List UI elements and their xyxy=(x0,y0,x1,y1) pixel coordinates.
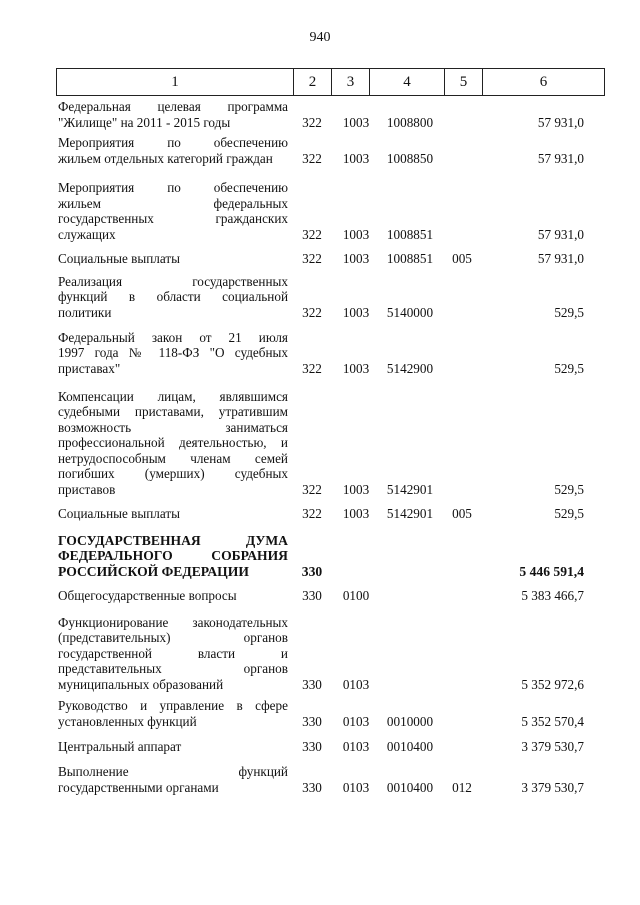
description-line: служащих xyxy=(58,226,116,242)
cell-c6: 3 379 530,7 xyxy=(521,779,584,795)
description-line: Центральный аппарат xyxy=(58,738,182,754)
column-header-2: 2 xyxy=(294,69,332,96)
cell-c3: 1003 xyxy=(342,226,370,242)
cell-c2: 330 xyxy=(302,779,322,795)
cell-c6: 529,5 xyxy=(554,481,584,497)
description-line: приставов xyxy=(58,481,116,497)
cell-c4: 5142900 xyxy=(386,360,434,376)
description-line: Руководство и управление в сфере xyxy=(58,698,288,713)
cell-c5: 012 xyxy=(452,779,472,795)
cell-c6: 5 352 972,6 xyxy=(521,676,584,692)
cell-c3: 1003 xyxy=(342,481,370,497)
cell-c6: 5 446 591,4 xyxy=(519,563,584,579)
column-header-4: 4 xyxy=(370,69,445,96)
description-line: Реализация государственных xyxy=(58,273,288,289)
description-line: погибших (умерших) судебных xyxy=(58,466,288,481)
cell-c6: 57 931,0 xyxy=(537,250,584,266)
cell-c3: 1003 xyxy=(342,114,370,130)
cell-c3: 0100 xyxy=(342,587,370,603)
description-line: Компенсации лицам, являвшимся xyxy=(58,388,288,404)
cell-c2: 330 xyxy=(302,738,322,754)
cell-c4: 1008851 xyxy=(386,226,434,242)
description-line: Мероприятия по обеспечению xyxy=(58,135,288,150)
cell-c3: 0103 xyxy=(342,779,370,795)
description-line: "Жилище" на 2011 - 2015 годы xyxy=(58,114,231,130)
description-line: 1997 года № 118-ФЗ "О судебных xyxy=(58,345,288,360)
description-line: жильем федеральных xyxy=(58,195,288,211)
description-line: муниципальных образований xyxy=(58,676,224,692)
description-line: РОССИЙСКОЙ ФЕДЕРАЦИИ xyxy=(58,563,249,579)
description-line: установленных функций xyxy=(58,713,197,729)
description-line: (представительных) органов xyxy=(58,630,288,645)
description-line: жильем отдельных категорий граждан xyxy=(58,150,273,166)
cell-c4: 0010400 xyxy=(386,738,434,754)
description-line: Функционирование законодательных xyxy=(58,614,288,630)
description-line: Федеральная целевая программа xyxy=(58,99,288,114)
page-number: 940 xyxy=(309,30,331,45)
cell-c4: 5142901 xyxy=(386,481,434,497)
cell-c2: 322 xyxy=(302,250,322,266)
description-line: нетрудоспособным членам семей xyxy=(58,450,288,466)
description-line: Общегосударственные вопросы xyxy=(58,587,237,603)
cell-c2: 330 xyxy=(301,563,323,579)
column-header-6: 6 xyxy=(483,69,605,96)
cell-c4: 0010000 xyxy=(386,713,434,729)
description-line: государственных гражданских xyxy=(58,211,288,226)
column-header-3: 3 xyxy=(332,69,370,96)
cell-c5: 005 xyxy=(452,250,472,266)
cell-c4: 1008800 xyxy=(386,114,434,130)
description-line: Мероприятия по обеспечению xyxy=(58,180,288,195)
description-line: функций в области социальной xyxy=(58,289,288,304)
cell-c3: 1003 xyxy=(342,505,370,521)
row-description xyxy=(58,764,288,795)
description-line: Выполнение функций xyxy=(58,764,288,779)
cell-c2: 330 xyxy=(302,676,322,692)
cell-c6: 5 383 466,7 xyxy=(521,587,584,603)
cell-c3: 1003 xyxy=(342,304,370,320)
cell-c2: 330 xyxy=(302,713,322,729)
cell-c3: 0103 xyxy=(342,676,370,692)
cell-c6: 529,5 xyxy=(554,360,584,376)
cell-c4: 5140000 xyxy=(386,304,434,320)
column-header-5: 5 xyxy=(445,69,483,96)
cell-c6: 529,5 xyxy=(554,304,584,320)
cell-c6: 3 379 530,7 xyxy=(521,738,584,754)
cell-c2: 322 xyxy=(302,360,322,376)
cell-c6: 57 931,0 xyxy=(537,150,584,166)
cell-c2: 322 xyxy=(302,114,322,130)
cell-c3: 0103 xyxy=(342,713,370,729)
description-line: государственной власти и xyxy=(58,645,288,661)
description-line: Социальные выплаты xyxy=(58,250,180,266)
description-line: приставах" xyxy=(58,360,121,376)
cell-c4: 1008850 xyxy=(386,150,434,166)
cell-c4: 5142901 xyxy=(386,505,434,521)
description-line: Федеральный закон от 21 июля xyxy=(58,329,288,345)
description-line: профессиональной деятельностью, и xyxy=(58,435,288,450)
description-line: судебными приставами, утратившим xyxy=(58,404,288,419)
cell-c2: 322 xyxy=(302,481,322,497)
description-line: государственными органами xyxy=(58,779,219,795)
cell-c3: 1003 xyxy=(342,360,370,376)
cell-c2: 330 xyxy=(302,587,322,603)
cell-c2: 322 xyxy=(302,505,322,521)
cell-c3: 1003 xyxy=(342,150,370,166)
description-line: ФЕДЕРАЛЬНОГО СОБРАНИЯ xyxy=(58,548,288,563)
cell-c3: 0103 xyxy=(342,738,370,754)
cell-c2: 322 xyxy=(302,150,322,166)
description-line: Социальные выплаты xyxy=(58,505,180,521)
cell-c6: 5 352 570,4 xyxy=(521,713,584,729)
description-line: политики xyxy=(58,304,112,320)
cell-c6: 57 931,0 xyxy=(537,114,584,130)
cell-c2: 322 xyxy=(302,226,322,242)
description-line: представительных органов xyxy=(58,661,288,676)
cell-c2: 322 xyxy=(302,304,322,320)
description-line: ГОСУДАРСТВЕННАЯ ДУМА xyxy=(58,532,288,548)
cell-c6: 529,5 xyxy=(554,505,584,521)
cell-c4: 1008851 xyxy=(386,250,434,266)
cell-c5: 005 xyxy=(452,505,472,521)
cell-c3: 1003 xyxy=(342,250,370,266)
description-line: возможность заниматься xyxy=(58,419,288,435)
column-header-1: 1 xyxy=(57,69,294,96)
cell-c4: 0010400 xyxy=(386,779,434,795)
cell-c6: 57 931,0 xyxy=(537,226,584,242)
